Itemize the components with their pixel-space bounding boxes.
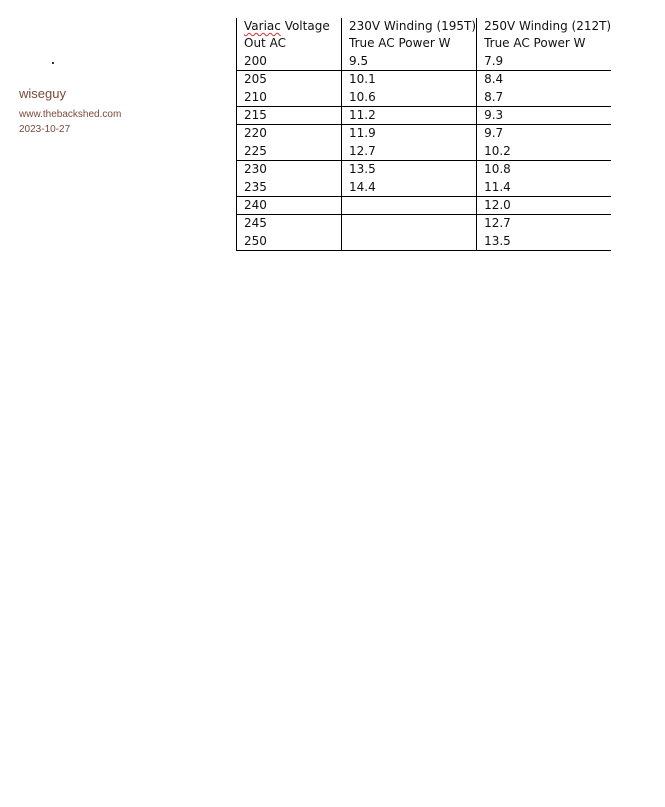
table-row	[237, 215, 612, 233]
power-230-cell: 13.5	[342, 161, 477, 179]
table-row	[237, 53, 612, 71]
power-230-cell: 10.6	[342, 89, 477, 107]
table-header-row-1	[237, 18, 612, 35]
voltage-cell: 215	[237, 107, 342, 125]
power-230-cell	[342, 233, 477, 251]
power-250-cell: 13.5	[477, 233, 612, 251]
power-230-cell: 12.7	[342, 143, 477, 161]
power-250-cell: 11.4	[477, 179, 612, 197]
table-row	[237, 71, 612, 89]
power-230-cell: 14.4	[342, 179, 477, 197]
power-250-cell: 10.8	[484, 162, 511, 177]
header-col-2-line-1: 230V Winding (195T)	[342, 18, 477, 35]
voltage-cell: 230	[237, 161, 342, 179]
voltage-cell: 220	[237, 125, 342, 143]
voltage-cell: 205	[237, 71, 342, 89]
voltage-cell: 240	[237, 197, 342, 215]
power-230-cell: 10.1	[342, 71, 477, 89]
power-230-cell: 9.5	[342, 53, 477, 71]
table-row	[237, 233, 612, 251]
header-word-variac: Variac	[244, 19, 281, 33]
table-header-row-2	[237, 35, 612, 52]
power-250-cell: 8.7	[477, 89, 612, 107]
power-250-cell: 10.2	[477, 143, 612, 161]
author-name[interactable]: wiseguy	[19, 86, 66, 101]
power-250-cell: 9.3	[477, 107, 612, 125]
table-row	[237, 161, 612, 179]
measurement-table	[236, 18, 611, 251]
power-250-cell: 9.7	[484, 126, 504, 141]
post-date: 2023-10-27	[19, 124, 71, 135]
site-url[interactable]: www.thebackshed.com	[19, 109, 122, 120]
header-word-voltage: Voltage	[284, 19, 330, 33]
header-col-3-line-2: True AC Power W	[484, 36, 586, 51]
power-250-cell: 7.9	[477, 53, 612, 71]
table-row	[237, 143, 612, 161]
table-row	[237, 179, 612, 197]
power-230-cell	[342, 197, 477, 215]
voltage-cell: 250	[237, 233, 342, 251]
voltage-cell: 225	[237, 143, 342, 161]
table-row	[237, 107, 612, 125]
voltage-cell: 200	[237, 53, 342, 71]
header-col-2-line-2: True AC Power W	[342, 35, 477, 52]
voltage-cell: 235	[237, 179, 342, 197]
header-col-1-line-1	[237, 18, 342, 35]
power-250-cell: 12.7	[484, 216, 511, 231]
table-row	[237, 89, 612, 107]
power-250-cell: 12.0	[477, 197, 612, 215]
power-250-cell: 8.4	[484, 72, 504, 87]
power-230-cell: 11.2	[342, 107, 477, 125]
header-col-1-line-2: Out AC	[237, 35, 342, 52]
table-row	[237, 197, 612, 215]
header-col-3-line-1: 250V Winding (212T)	[484, 19, 612, 33]
voltage-cell: 210	[237, 89, 342, 107]
power-230-cell: 11.9	[342, 125, 477, 143]
voltage-cell: 245	[237, 215, 342, 233]
power-230-cell	[342, 215, 477, 233]
bullet-dot	[52, 62, 54, 64]
table-row	[237, 125, 612, 143]
